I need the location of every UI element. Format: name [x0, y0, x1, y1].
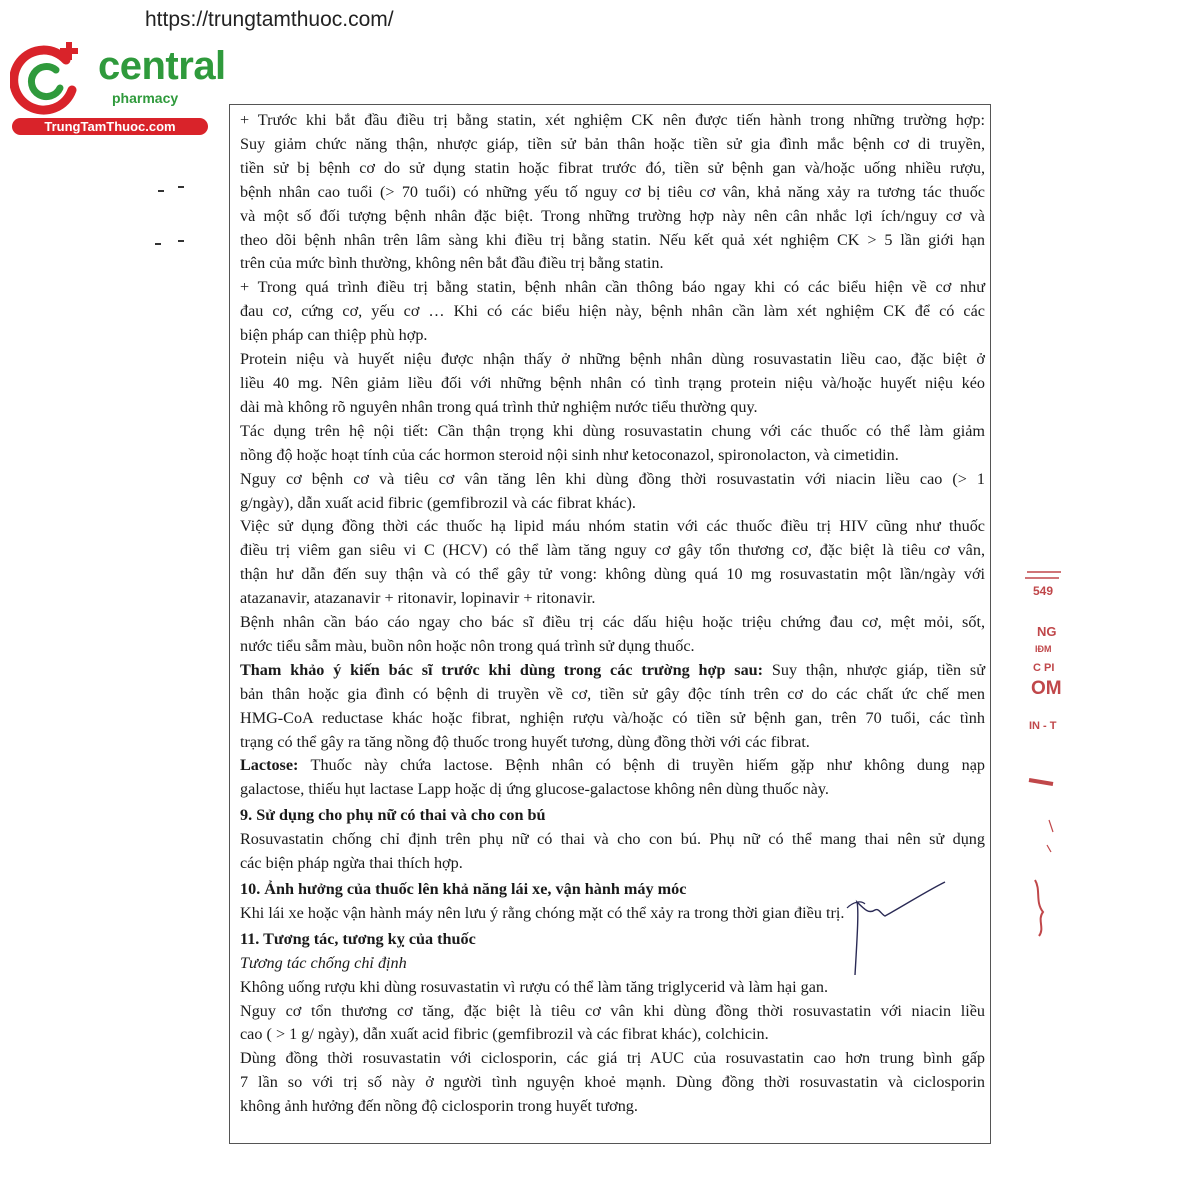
text-line: các biện pháp ngừa thai thích hợp.	[240, 854, 463, 873]
paragraph-hiv-hcv	[240, 515, 985, 611]
paragraph-lactose: Lactose: Thuốc này chứa lactose. Bệnh nhân có bệnh di truyền hiếm gặp như không dung nạp galactose, thiếu hụt lactase Lapp hoặc dị ứng glucose-galactose không nên dùng thuốc này.	[240, 754, 985, 802]
stamp-text: C PI	[1033, 662, 1055, 674]
stamp-text: OM	[1031, 678, 1062, 699]
text-line: 7 lần so với trị số này ở người tình nguyện khoẻ mạnh. Dùng đồng thời rosuvastatin và ciclosporin	[240, 1073, 985, 1092]
text-line: tiền sử bị bệnh cơ do sử dụng statin hoặc fibrat trước đó, tiền sử bệnh gan và/hoặc uống nhiều rượu,	[240, 158, 985, 177]
signature-mark	[835, 880, 950, 980]
text-line: bệnh nhân cao tuổi (> 70 tuổi) có những yếu tố nguy cơ bị tiêu cơ vân, khả năng xảy ra tương tác thuốc	[240, 182, 985, 201]
partial-stamp	[1025, 570, 1065, 950]
text-line: Nguy cơ tổn thương cơ tăng, đặc biệt là tiêu cơ vân khi dùng đồng thời rosuvastatin với niacin liều	[240, 1001, 985, 1020]
scan-mark	[178, 186, 184, 188]
text-line: Việc sử dụng đồng thời các thuốc hạ lipid máu nhóm statin với các thuốc điều trị HIV cũng như thuốc	[240, 517, 985, 536]
paragraph-report-symptoms	[240, 611, 985, 659]
stamp-text: IN - T	[1029, 720, 1057, 732]
section-11-heading: 11. Tương tác, tương kỵ của thuốc	[240, 929, 476, 948]
text-line: nước tiểu sẫm màu, buồn nôn hoặc nôn trong quá trình sử dụng thuốc.	[240, 636, 695, 655]
text-line: thận hư dẫn đến suy thận và có thể gây tử vong: không dùng quá 10 mg rosuvastatin một lần/ngày với	[240, 565, 985, 584]
lactose-label: Lactose:	[240, 756, 299, 775]
text-line: atazanavir, atazanavir + ritonavir, lopinavir + ritonavir.	[240, 589, 596, 608]
text-line: Dùng đồng thời rosuvastatin với ciclosporin, các giá trị AUC của rosuvastatin cao hơn trung bình gấp	[240, 1049, 985, 1068]
text-line: theo dõi bệnh nhân trên lâm sàng khi điều trị bằng statin. Nếu kết quả xét nghiệm CK > 5 lần giới hạn	[240, 230, 985, 249]
section-10-heading: 10. Ảnh hưởng của thuốc lên khả năng lái xe, vận hành máy móc	[240, 880, 687, 898]
section-11-ciclosporin	[240, 1047, 985, 1119]
paragraph-muscle-symptoms	[240, 276, 985, 348]
section-9-text	[240, 828, 985, 876]
text-line: Bệnh nhân cần báo cáo ngay cho bác sĩ điều trị các dấu hiệu hoặc triệu chứng đau cơ, mệt mỏi, sốt,	[240, 613, 985, 632]
text-line: Không uống rượu khi dùng rosuvastatin vì rượu có thể làm tăng triglycerid và làm hại gan.	[240, 977, 829, 996]
text-line: Protein niệu và huyết niệu được nhận thấy ở những bệnh nhân dùng rosuvastatin liều cao, đặc biệt ở	[240, 350, 985, 369]
text-line: + Trong quá trình điều trị bằng statin, bệnh nhân cần thông báo ngay khi có các biểu hiện về cơ như	[240, 278, 985, 297]
consult-doctor-label: Tham khảo ý kiến bác sĩ trước khi dùng trong các trường hợp sau:	[240, 660, 764, 679]
paragraph-endocrine	[240, 420, 985, 468]
central-pharmacy-logo	[10, 38, 226, 138]
page-url: https://trungtamthuoc.com/	[145, 8, 394, 31]
document-page	[229, 104, 991, 1144]
text-line: Rosuvastatin chống chỉ định trên phụ nữ có thai và cho con bú. Phụ nữ có thể mang thai nên sử dụng	[240, 830, 985, 849]
paragraph-ck-test	[240, 109, 985, 276]
text-line: biện pháp can thiệp phù hợp.	[240, 326, 428, 345]
paragraph-myopathy-risk	[240, 468, 985, 516]
stamp-text: NG	[1037, 624, 1057, 639]
text-line: Nguy cơ bệnh cơ và tiêu cơ vân tăng lên khi dùng đồng thời rosuvastatin với niacin liều cao (> 1	[240, 469, 985, 488]
stamp-text: IĐM	[1035, 644, 1052, 654]
text-line: Khi lái xe hoặc vận hành máy nên lưu ý rằng chóng mặt có thể xảy ra trong thời gian điều trị.	[240, 903, 845, 922]
section-9-heading: 9. Sử dụng cho phụ nữ có thai và cho con bú	[240, 806, 546, 825]
text-line: galactose, thiếu hụt lactase Lapp hoặc dị ứng glucose-galactose không nên dùng thuốc này.	[240, 780, 829, 799]
text-line: và một số đối tượng bệnh nhân đặc biệt. Trong những trường hợp này nên cân nhắc lợi ích/nguy cơ và	[240, 206, 985, 225]
section-11-subheading: Tương tác chống chỉ định	[240, 953, 407, 972]
scan-mark	[155, 243, 161, 245]
text-line: liều 40 mg. Nên giảm liều đối với những bệnh nhân có tình trạng protein niệu và/hoặc huyết niệu kéo	[240, 373, 985, 392]
text-line: Suy giảm chức năng thận, nhược giáp, tiền sử bản thân hoặc tiền sử gia đình mắc bệnh cơ di truyền,	[240, 134, 985, 153]
scan-mark	[158, 190, 164, 192]
text-line: nồng độ hoặc hoạt tính của các hormon steroid nội sinh như ketoconazol, spironolacton, và cimetidin.	[240, 445, 899, 464]
section-11-myopathy	[240, 1000, 985, 1048]
stamp-ink-marks	[1025, 570, 1065, 950]
stamp-text: 549	[1033, 584, 1054, 598]
text-line: bản thân hoặc gia đình có bệnh di truyền về cơ, tiền sử gây độc tính trên cơ do các chất ức chế men	[240, 684, 985, 703]
site-badge: TrungTamThuoc.com	[12, 118, 208, 135]
text-line: trên của mức bình thường, không nên bắt đầu điều trị bằng statin.	[240, 254, 664, 273]
text-line: HMG-CoA reductase khác hoặc fibrat, nghiện rượu và/hoặc có tiền sử bệnh gan, trên 70 tuổi, các tình	[240, 708, 985, 727]
text-line: dài mà không rõ nguyên nhân trong quá trình thử nghiệm nước tiểu thường quy.	[240, 397, 758, 416]
text-line: đau cơ, cứng cơ, yếu cơ … Khi có các biểu hiện này, bệnh nhân cần làm xét nghiệm CK để có các	[240, 302, 985, 321]
text-line: + Trước khi bắt đầu điều trị bằng statin, xét nghiệm CK nên được tiến hành trong những trường hợp:	[240, 111, 985, 129]
text-line: điều trị viêm gan siêu vi C (HCV) có thể làm tăng nguy cơ gây tổn thương cơ, đặc biệt là tiêu cơ vân,	[240, 541, 985, 560]
brand-subtitle: pharmacy	[112, 90, 179, 106]
pharmacy-logo-icon	[10, 38, 90, 118]
text-line: trạng có thể gây ra tăng nồng độ thuốc trong huyết tương, dùng đồng thời với các fibrat.	[240, 732, 810, 751]
text-line: g/ngày), dẫn xuất acid fibric (gemfibrozil và các fibrat khác).	[240, 493, 636, 512]
paragraph-proteinuria	[240, 348, 985, 420]
text-line: không ảnh hưởng đến nồng độ ciclosporin trong huyết tương.	[240, 1097, 638, 1116]
paragraph-consult-doctor: Tham khảo ý kiến bác sĩ trước khi dùng trong các trường hợp sau: Suy thận, nhược giáp, tiền sử bản thân hoặc gia đình có bệnh di truyền về cơ, tiền sử gây độc tính trên cơ do các chất ức chế men HMG-CoA reductase khác hoặc fibrat, nghiện rượu và/hoặc có tiền sử bệnh gan, trên 70 tuổi, các tình trạng có thể gây ra tăng nồng độ thuốc trong huyết tương, dùng đồng thời với các fibrat.	[240, 659, 985, 755]
scan-mark	[178, 240, 184, 242]
text-line: cao ( > 1 g/ ngày), dẫn xuất acid fibric (gemfibrozil và các fibrat khác), colchicin.	[240, 1025, 769, 1044]
brand-name: central	[98, 44, 226, 88]
text-line: Tác dụng trên hệ nội tiết: Cần thận trọng khi dùng rosuvastatin chung với các thuốc có thể làm giảm	[240, 421, 985, 440]
